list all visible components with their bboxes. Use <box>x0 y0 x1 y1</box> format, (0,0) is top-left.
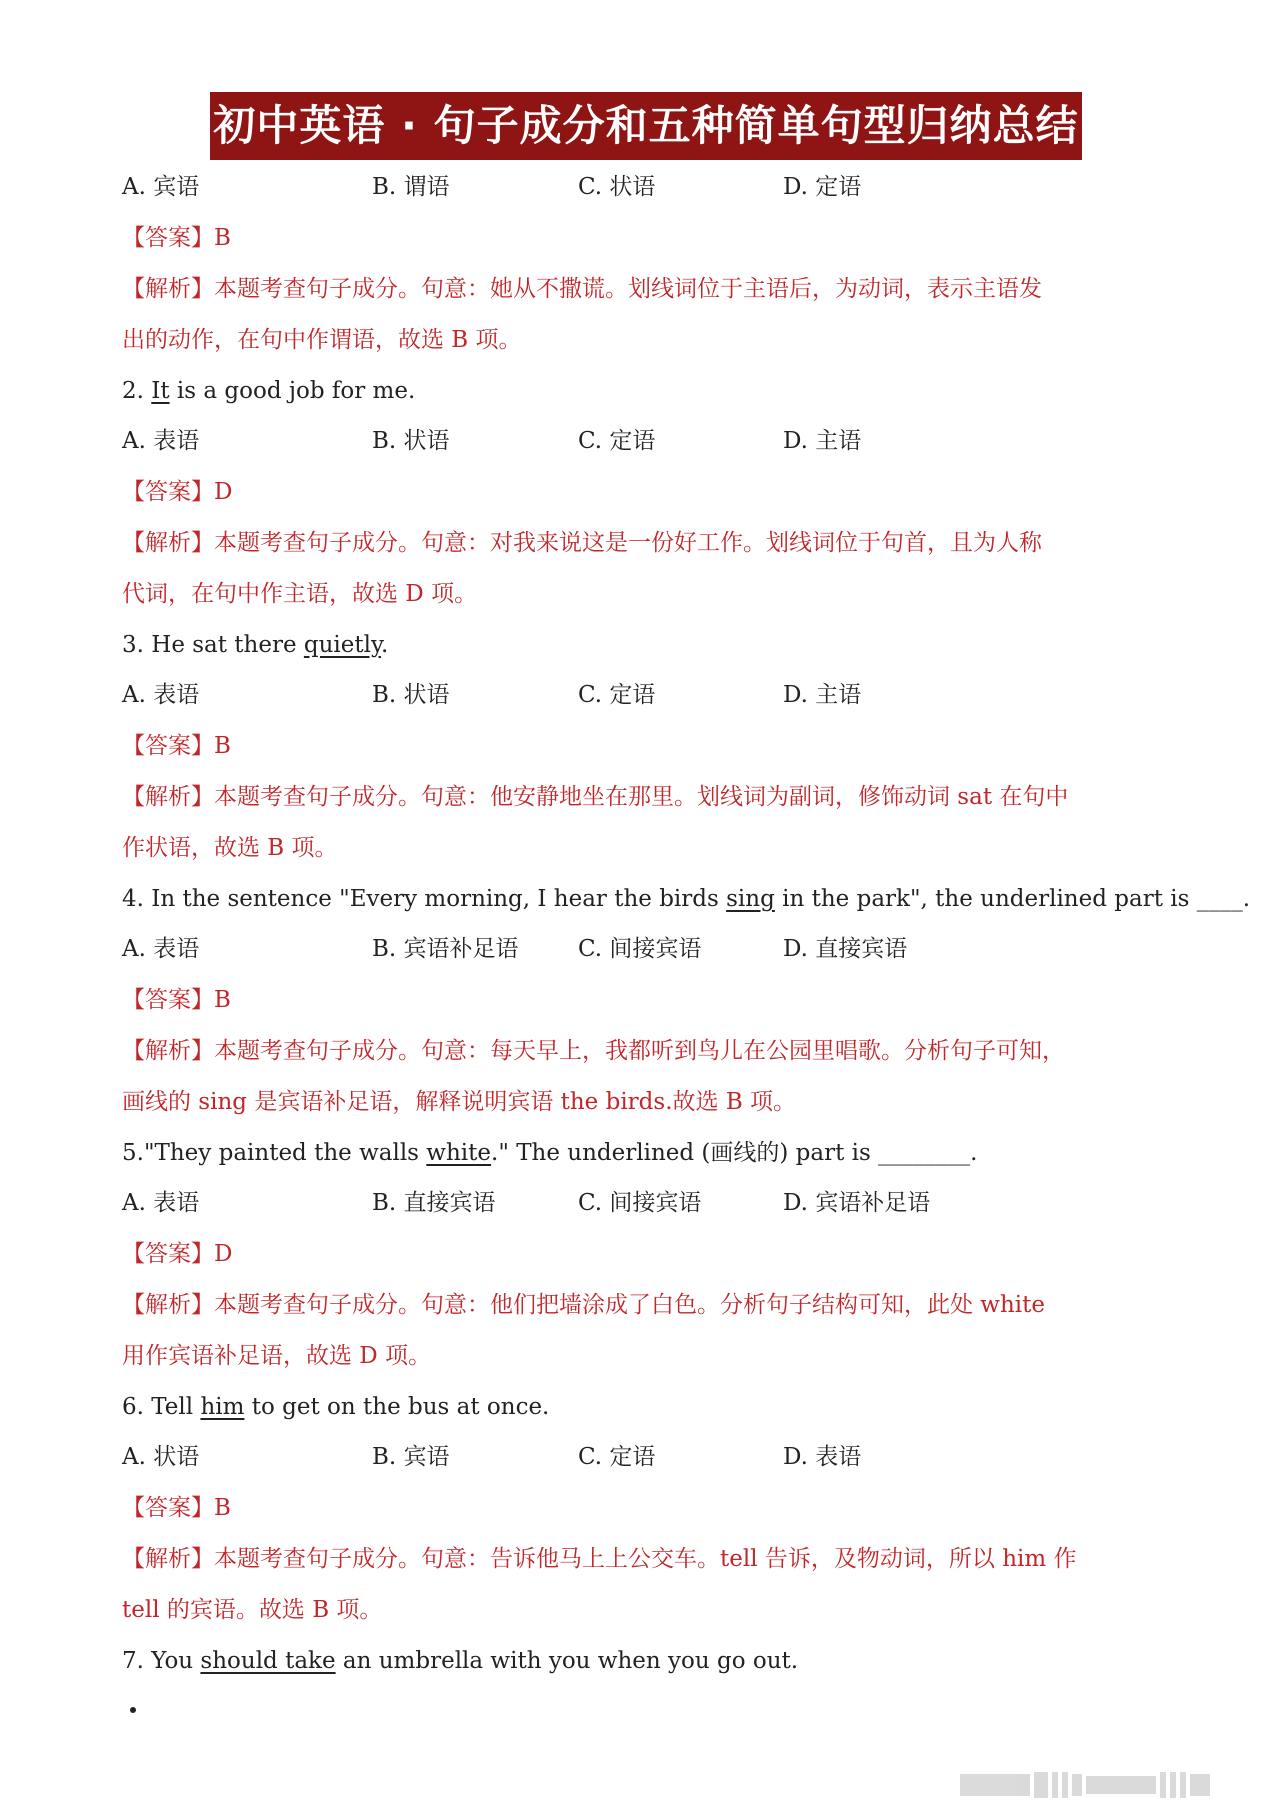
q2-option-d: D. 主语 <box>783 428 862 454</box>
q3-stem <box>122 620 1172 670</box>
q5-analysis-line-2: 用作宾语补足语，故选 D 项。 <box>122 1343 432 1369</box>
q2-answer: 【答案】D <box>122 479 233 505</box>
q3-option-c: C. 定语 <box>578 682 656 708</box>
q2-options <box>122 416 1172 466</box>
q1-option-b: B. 谓语 <box>372 174 450 200</box>
q2-analysis-line-1: 【解析】本题考查句子成分。句意：对我来说这是一份好工作。划线词位于句首，且为人称 <box>122 530 1042 556</box>
q3-option-a: A. 表语 <box>122 682 200 708</box>
q4-answer: 【答案】B <box>122 987 231 1013</box>
q6-stem-suffix: to get on the bus at once. <box>244 1394 550 1420</box>
q2-analysis-line-2: 代词，在句中作主语，故选 D 项。 <box>122 581 478 607</box>
q4-stem-suffix: in the park", the underlined part is ____. <box>774 886 1251 912</box>
q2-stem-prefix: 2. <box>122 378 152 404</box>
q2-option-b: B. 状语 <box>372 428 450 454</box>
q5-stem-suffix: ." The underlined (画线的) part is ________. <box>491 1140 978 1166</box>
q5-analysis-line-1: 【解析】本题考查句子成分。句意：他们把墙涂成了白色。分析句子结构可知，此处 white <box>122 1292 1046 1318</box>
q5-stem <box>122 1128 1172 1178</box>
q1-analysis-line-1: 【解析】本题考查句子成分。句意：她从不撒谎。划线词位于主语后，为动词，表示主语发 <box>122 276 1042 302</box>
q5-option-a: A. 表语 <box>122 1190 200 1216</box>
q1-option-d: D. 定语 <box>783 174 862 200</box>
q5-stem-underlined: white <box>426 1140 492 1166</box>
q4-stem <box>122 874 1251 924</box>
watermark-mark <box>960 1768 1260 1802</box>
q7-stem-underlined: should take <box>200 1648 336 1674</box>
q5-option-c: C. 间接宾语 <box>578 1190 702 1216</box>
q6-analysis-line-1: 【解析】本题考查句子成分。句意：告诉他马上上公交车。tell 告诉，及物动词，所以 him 作 <box>122 1546 1077 1572</box>
q3-analysis-line-2: 作状语，故选 B 项。 <box>122 835 338 861</box>
q3-stem-prefix: 3. He sat there <box>122 632 304 658</box>
q1-option-a: A. 宾语 <box>122 174 200 200</box>
q1-options <box>122 162 1172 212</box>
q4-option-a: A. 表语 <box>122 936 200 962</box>
watermark-bar <box>1072 1774 1082 1796</box>
q4-stem-underlined: sing <box>726 886 775 912</box>
q6-options <box>122 1432 1172 1482</box>
bullet-dot <box>130 1707 136 1713</box>
watermark-bar <box>1170 1772 1176 1798</box>
q2-option-a: A. 表语 <box>122 428 200 454</box>
q5-option-b: B. 直接宾语 <box>372 1190 496 1216</box>
q7-stem <box>122 1636 1172 1686</box>
watermark-bar <box>1052 1772 1058 1798</box>
watermark-bar <box>1086 1776 1156 1794</box>
q1-analysis-line-2: 出的动作，在句中作谓语，故选 B 项。 <box>122 327 522 353</box>
watermark-bar <box>960 1774 1030 1796</box>
q3-options <box>122 670 1172 720</box>
q3-option-b: B. 状语 <box>372 682 450 708</box>
q4-options <box>122 924 1172 974</box>
q1-answer: 【答案】B <box>122 225 231 251</box>
q5-stem-prefix: 5."They painted the walls <box>122 1140 427 1166</box>
page-title: 初中英语 · 句子成分和五种简单句型归纳总结 <box>210 92 1082 160</box>
q5-options <box>122 1178 1172 1228</box>
watermark-bar <box>1180 1772 1186 1798</box>
q4-option-c: C. 间接宾语 <box>578 936 702 962</box>
watermark-bar <box>1062 1772 1068 1798</box>
q6-option-c: C. 定语 <box>578 1444 656 1470</box>
q2-stem-suffix: is a good job for me. <box>169 378 416 404</box>
q5-option-d: D. 宾语补足语 <box>783 1190 931 1216</box>
q1-option-c: C. 状语 <box>578 174 656 200</box>
q2-stem <box>122 366 1172 416</box>
q6-analysis-line-2: tell 的宾语。故选 B 项。 <box>122 1597 383 1623</box>
q7-stem-prefix: 7. You <box>122 1648 201 1674</box>
q6-option-a: A. 状语 <box>122 1444 200 1470</box>
q4-analysis-line-1: 【解析】本题考查句子成分。句意：每天早上，我都听到鸟儿在公园里唱歌。分析句子可知， <box>122 1038 1065 1064</box>
q3-stem-underlined: quietly <box>303 632 381 658</box>
q3-stem-suffix: . <box>380 632 389 658</box>
q4-analysis-line-2: 画线的 sing 是宾语补足语，解释说明宾语 the birds.故选 B 项。 <box>122 1089 797 1115</box>
q6-option-d: D. 表语 <box>783 1444 862 1470</box>
q2-option-c: C. 定语 <box>578 428 656 454</box>
q5-answer: 【答案】D <box>122 1241 233 1267</box>
q6-option-b: B. 宾语 <box>372 1444 450 1470</box>
q6-stem <box>122 1382 1172 1432</box>
q6-answer: 【答案】B <box>122 1495 231 1521</box>
q6-stem-underlined: him <box>200 1394 245 1420</box>
q4-stem-prefix: 4. In the sentence "Every morning, I hear the birds <box>122 886 727 912</box>
watermark-bar <box>1160 1772 1166 1798</box>
q3-option-d: D. 主语 <box>783 682 862 708</box>
q2-stem-underlined: It <box>151 378 170 404</box>
watermark-bar <box>1034 1772 1048 1798</box>
q4-option-d: D. 直接宾语 <box>783 936 908 962</box>
q7-stem-suffix: an umbrella with you when you go out. <box>335 1648 799 1674</box>
q4-option-b: B. 宾语补足语 <box>372 936 519 962</box>
q3-analysis-line-1: 【解析】本题考查句子成分。句意：他安静地坐在那里。划线词为副词，修饰动词 sat 在句中 <box>122 784 1069 810</box>
watermark-bar <box>1190 1774 1210 1796</box>
q3-answer: 【答案】B <box>122 733 231 759</box>
q6-stem-prefix: 6. Tell <box>122 1394 201 1420</box>
